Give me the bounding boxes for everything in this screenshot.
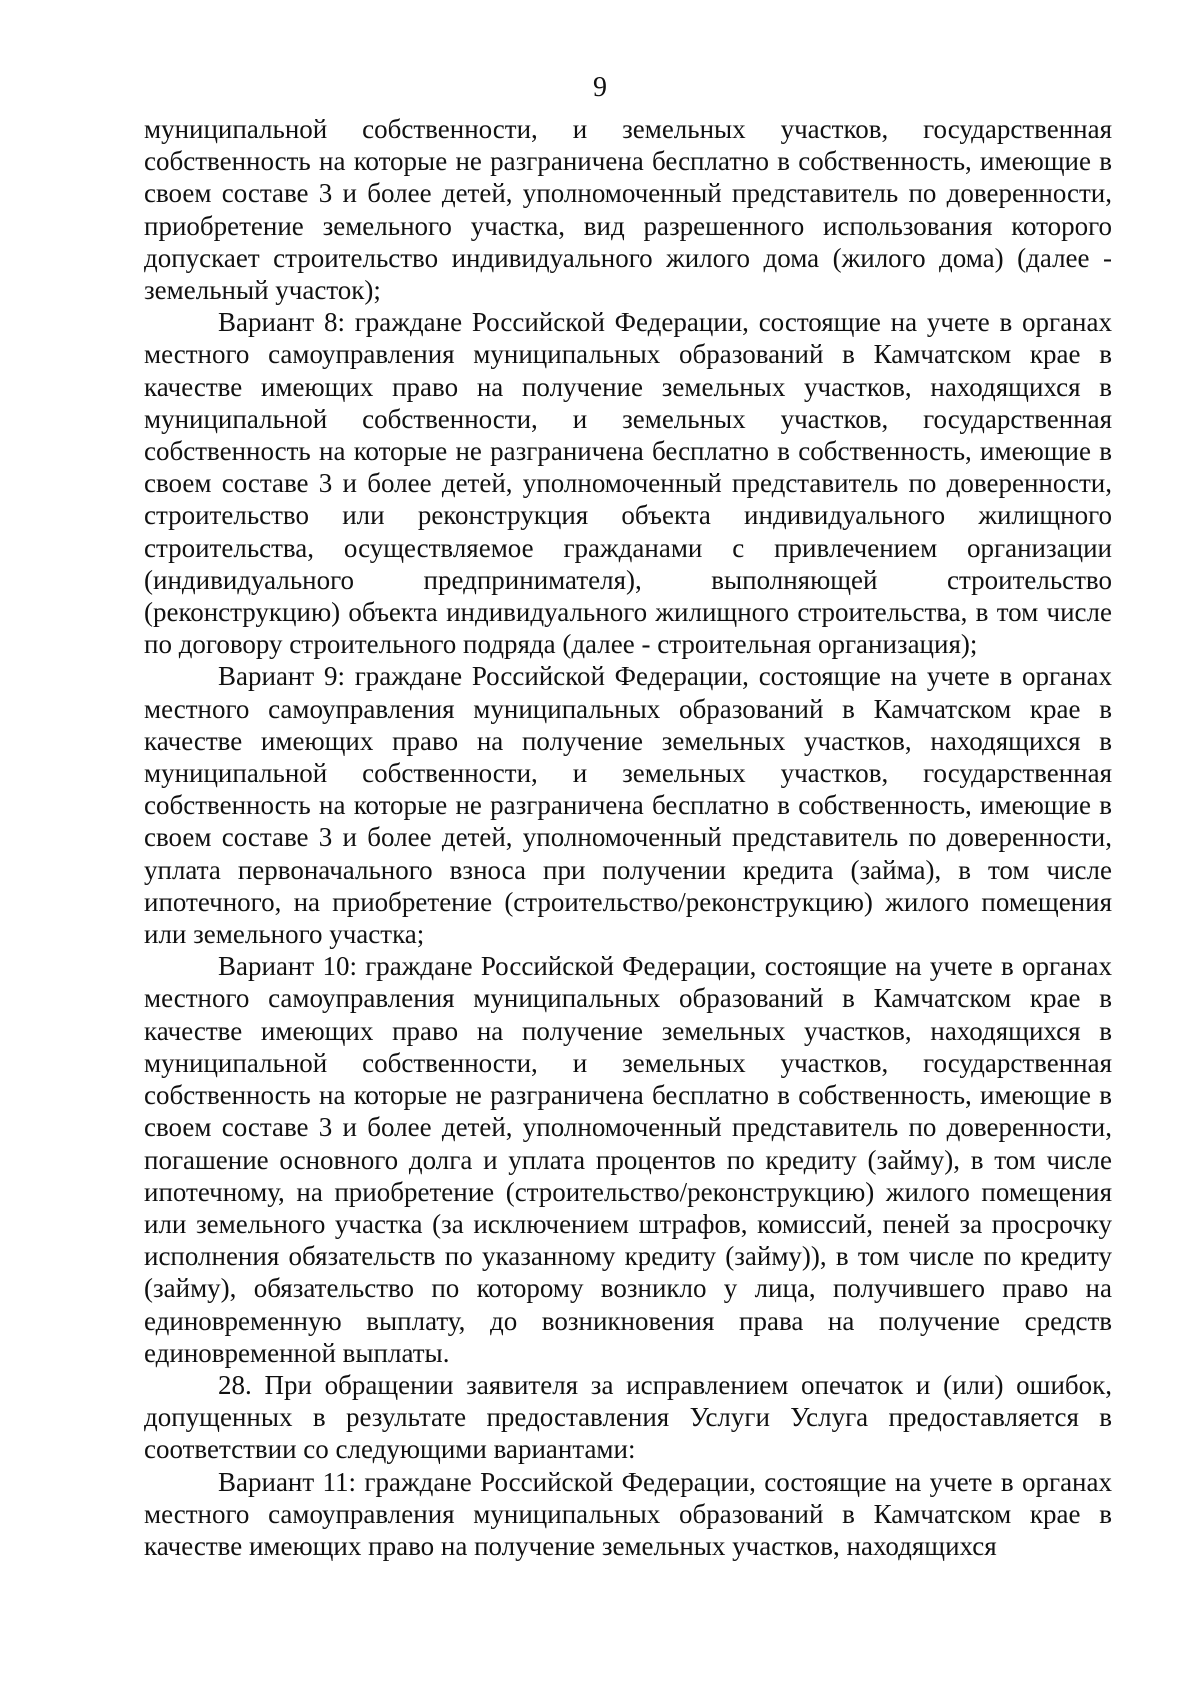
paragraph-variant-11: Вариант 11: граждане Российской Федерации, состоящие на учете в органах местного самоуправления муниципальных образований в Камчатском крае в качестве имеющих право на получение земельных участков, находящихся: [144, 1466, 1112, 1561]
paragraph-variant-8: Вариант 8: граждане Российской Федерации, состоящие на учете в органах местного самоуправления муниципальных образований в Камчатском крае в качестве имеющих право на получение земельных участков, находящихся в муниципальной собственности, и земельных участков, государственная собственность на которые не разграничена бесплатно в собственность, имеющие в своем составе 3 и более детей, уполномоченный представитель по доверенности, строительство или реконструкция объекта индивидуального жилищного строительства, осуществляемое гражданами с привлечением организации (индивидуального предпринимателя), выполняющей строительство (реконструкцию) объекта индивидуального жилищного строительства, в том числе по договору строительного подряда (далее - строительная организация);: [144, 307, 1112, 660]
document-body: [144, 113, 1112, 1562]
paragraph-variant-9: Вариант 9: граждане Российской Федерации, состоящие на учете в органах местного самоуправления муниципальных образований в Камчатском крае в качестве имеющих право на получение земельных участков, находящихся в муниципальной собственности, и земельных участков, государственная собственность на которые не разграничена бесплатно в собственность, имеющие в своем составе 3 и более детей, уполномоченный представитель по доверенности, уплата первоначального взноса при получении кредита (займа), в том числе ипотечного, на приобретение (строительство/реконструкцию) жилого помещения или земельного участка;: [144, 661, 1112, 950]
page-number: 9: [593, 72, 607, 103]
paragraph-continuation: муниципальной собственности, и земельных участков, государственная собственность на которые не разграничена бесплатно в собственность, имеющие в своем составе 3 и более детей, уполномоченный представитель по доверенности, приобретение земельного участка, вид разрешенного использования которого допускает строительство индивидуального жилого дома (жилого дома) (далее - земельный участок);: [144, 114, 1112, 306]
paragraph-variant-10: Вариант 10: граждане Российской Федерации, состоящие на учете в органах местного самоуправления муниципальных образований в Камчатском крае в качестве имеющих право на получение земельных участков, находящихся в муниципальной собственности, и земельных участков, государственная собственность на которые не разграничена бесплатно в собственность, имеющие в своем составе 3 и более детей, уполномоченный представитель по доверенности, погашение основного долга и уплата процентов по кредиту (займу), в том числе ипотечному, на приобретение (строительство/реконструкцию) жилого помещения или земельного участка (за исключением штрафов, комиссий, пеней за просрочку исполнения обязательств по указанному кредиту (займу)), в том числе по кредиту (займу), обязательство по которому возникло у лица, получившего право на единовременную выплату, до возникновения права на получение средств единовременной выплаты.: [144, 951, 1112, 1368]
paragraph-item-28: 28. При обращении заявителя за исправлением опечаток и (или) ошибок, допущенных в результате предоставления Услуги Услуга предоставляется в соответствии со следующими вариантами:: [144, 1369, 1112, 1465]
